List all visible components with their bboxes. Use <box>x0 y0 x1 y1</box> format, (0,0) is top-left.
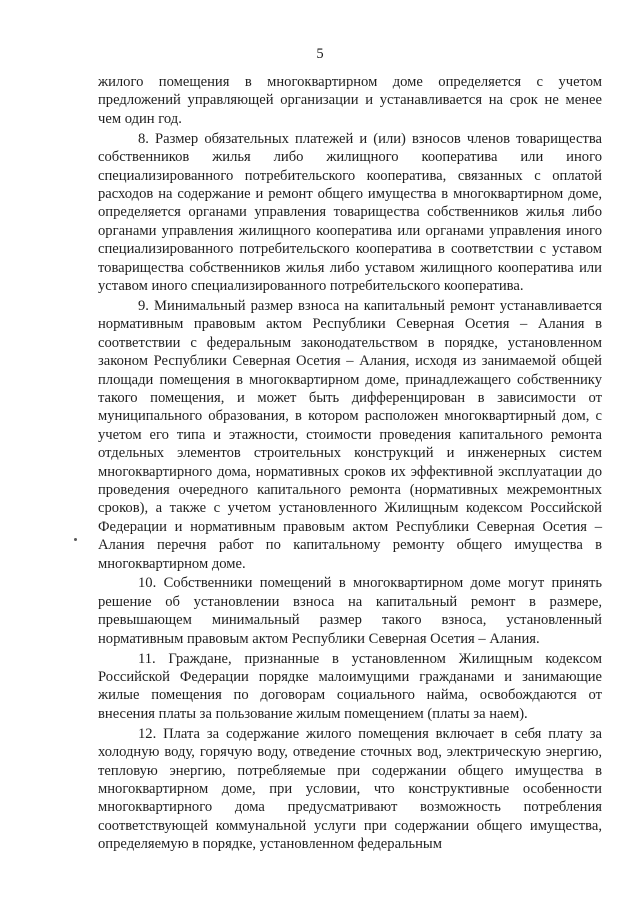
paragraph-12: 12. Плата за содержание жилого помещения включает в себя плату за холодную воду, горячую воду, отведение сточных вод, электрическую энергию, тепловую энергию, потребляемые при содержании общего имущества в многоквартирном доме, при условии, что конструктивные особенности многоквартирного дома предусматривают возможность потребления соответствующей коммунальной услуги при содержании общего имущества, определяемую в порядке, установленном федеральным <box>98 725 602 853</box>
paragraph-8: 8. Размер обязательных платежей и (или) взносов членов товарищества собственников жилья либо жилищного кооператива или иного специализированного потребительского кооператива, связанных с оплатой расходов на содержание и ремонт общего имущества в многоквартирном доме, определяется органами управления товарищества собственников жилья либо органами управления жилищного кооператива или органами управления иного специализированного потребительского кооператива в соответствии с уставом товарищества собственников жилья либо уставом жилищного кооператива или уставом иного специализированного потребительского кооператива. <box>98 130 602 294</box>
paragraph-10: 10. Собственники помещений в многоквартирном доме могут принять решение об установлении взноса на капитальный ремонт в размере, превышающем минимальный размер такого взноса, установленный нормативным правовым актом Республики Северная Осетия – Алания. <box>98 575 602 647</box>
paragraph-11: 11. Граждане, признанные в установленном Жилищным кодексом Российской Федерации порядке малоимущими гражданами и занимающие жилые помещения по договорам социального найма, освобождаются от внесения платы за пользование жилым помещением (платы за наем). <box>98 650 602 722</box>
scan-speck <box>74 538 77 541</box>
page-number: 5 <box>316 46 324 62</box>
paragraph-9: 9. Минимальный размер взноса на капитальный ремонт устанавливается нормативным правовым актом Республики Северная Осетия – Алания в соответствии с федеральным законодательством в порядке, установленном законом Республики Северная Осетия – Алания, исходя из занимаемой общей площади помещения в многоквартирном доме, принадлежащего собственнику такого помещения, и может быть дифференцирован в зависимости от муниципального образования, в котором расположен многоквартирный дом, с учетом его типа и этажности, стоимости проведения капитального ремонта отдельных элементов строительных конструкций и инженерных систем многоквартирного дома, нормативных сроков их эффективной эксплуатации до проведения очередного капитального ремонта (нормативных межремонтных сроков), а также с учетом установленного Жилищным кодексом Российской Федерации и нормативным правовым актом Республики Северная Осетия – Алания перечня работ по капитальному ремонту общего имущества в многоквартирном доме. <box>98 297 602 572</box>
paragraph-continuation: жилого помещения в многоквартирном доме определяется с учетом предложений управляющей организации и устанавливается на срок не менее чем один год. <box>98 74 602 127</box>
document-body <box>98 73 602 854</box>
